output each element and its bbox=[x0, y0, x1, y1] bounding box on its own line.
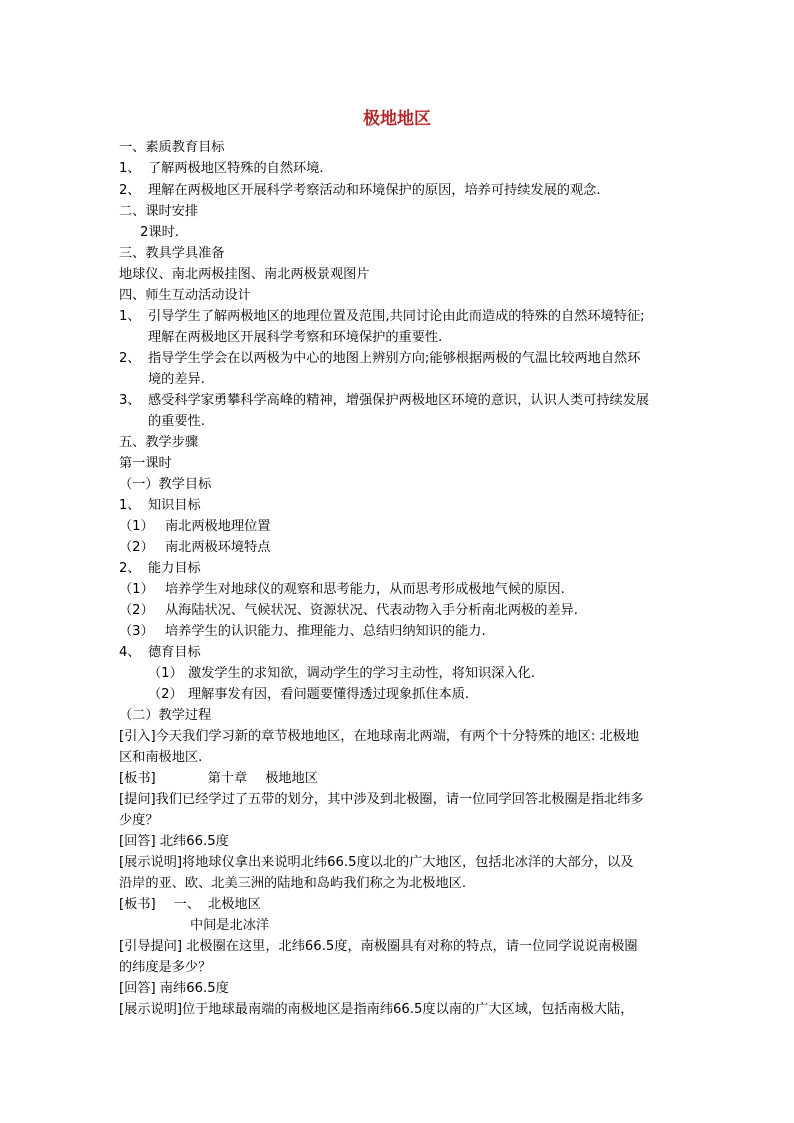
paragraph: [回答] 北纬66.5度 bbox=[119, 834, 229, 849]
list-item: 1、 引导学生了解两极地区的地理位置及范围,共同讨论由此而造成的特殊的自然环境特征; bbox=[119, 309, 645, 324]
paragraph: [展示说明]位于地球最南端的南极地区是指南纬66.5度以南的广大区域，包括南极大陆， bbox=[119, 1002, 634, 1017]
subheading: 第一课时 bbox=[119, 456, 172, 471]
paragraph: 沿岸的亚、欧、北美三洲的陆地和岛屿我们称之为北极地区. bbox=[119, 876, 467, 891]
list-item: （1） 激发学生的求知欲，调动学生的学习主动性，将知识深入化. bbox=[148, 666, 536, 681]
list-item: （1） 培养学生对地球仪的观察和思考能力，从而思考形成极地气候的原因. bbox=[119, 582, 565, 597]
list-item: （2） 南北两极环境特点 bbox=[119, 540, 271, 555]
subheading: （一）教学目标 bbox=[119, 477, 212, 492]
section-heading: 一、素质教育目标 bbox=[119, 140, 225, 155]
list-item-continuation: 理解在两极地区开展科学考察和环境保护的重要性. bbox=[148, 330, 443, 345]
list-item: 3、 感受科学家勇攀科学高峰的精神，增强保护两极地区环境的意识，认识人类可持续发展 bbox=[119, 393, 650, 408]
section-heading: 五、教学步骤 bbox=[119, 435, 199, 450]
subheading: （二）教学过程 bbox=[119, 708, 212, 723]
paragraph: [提问]我们已经学过了五带的划分，其中涉及到北极圈，请一位同学回答北极圈是指北纬多 bbox=[119, 792, 644, 807]
section-heading: 三、教具学具准备 bbox=[119, 246, 225, 261]
paragraph: [引入]今天我们学习新的章节极地地区，在地球南北两端，有两个十分特殊的地区: 北极地 bbox=[119, 729, 640, 744]
list-item: 2、 能力目标 bbox=[119, 561, 201, 576]
list-item: 2、 理解在两极地区开展科学考察活动和环境保护的原因，培养可持续发展的观念. bbox=[119, 183, 601, 198]
paragraph: 少度？ bbox=[119, 813, 159, 828]
list-item: （3） 培养学生的认识能力、推理能力、总结归纳知识的能力. bbox=[119, 624, 486, 639]
board-note: [板书] 第十章 极地地区 bbox=[119, 771, 318, 786]
list-item: 2、 指导学生学会在以两极为中心的地图上辨别方向;能够根据两极的气温比较两地自然环 bbox=[119, 351, 641, 366]
section-heading: 四、师生互动活动设计 bbox=[119, 288, 251, 303]
paragraph: 区和南极地区. bbox=[119, 750, 203, 765]
board-note: [板书] 一、 北极地区 bbox=[119, 897, 261, 912]
paragraph: [回答] 南纬66.5度 bbox=[119, 981, 229, 996]
list-item: （2） 从海陆状况、气候状况、资源状况、代表动物入手分析南北两极的差异. bbox=[119, 603, 579, 618]
paragraph: [展示说明]将地球仪拿出来说明北纬66.5度以北的广大地区，包括北冰洋的大部分，以及 bbox=[119, 855, 634, 870]
board-note: 中间是北冰洋 bbox=[190, 918, 270, 933]
list-item-continuation: 的重要性. bbox=[148, 414, 205, 429]
list-item: （2） 理解事发有因，看问题要懂得透过现象抓住本质. bbox=[148, 687, 470, 702]
paragraph: [引导提问] 北极圈在这里，北纬66.5度，南极圈具有对称的特点，请一位同学说说南极圈 bbox=[119, 939, 638, 954]
list-item: （1） 南北两极地理位置 bbox=[119, 519, 271, 534]
list-item: 1、 了解两极地区特殊的自然环境. bbox=[119, 161, 324, 176]
list-item: 1、 知识目标 bbox=[119, 498, 201, 513]
paragraph: 地球仪、南北两极挂图、南北两极景观图片 bbox=[119, 267, 370, 282]
list-item: 4、 德育目标 bbox=[119, 645, 201, 660]
section-heading: 二、课时安排 bbox=[119, 204, 199, 219]
paragraph: 2课时. bbox=[140, 225, 179, 240]
paragraph: 的纬度是多少？ bbox=[119, 960, 212, 975]
document-title: 极地地区 bbox=[363, 109, 431, 129]
list-item-continuation: 境的差异. bbox=[148, 372, 205, 387]
